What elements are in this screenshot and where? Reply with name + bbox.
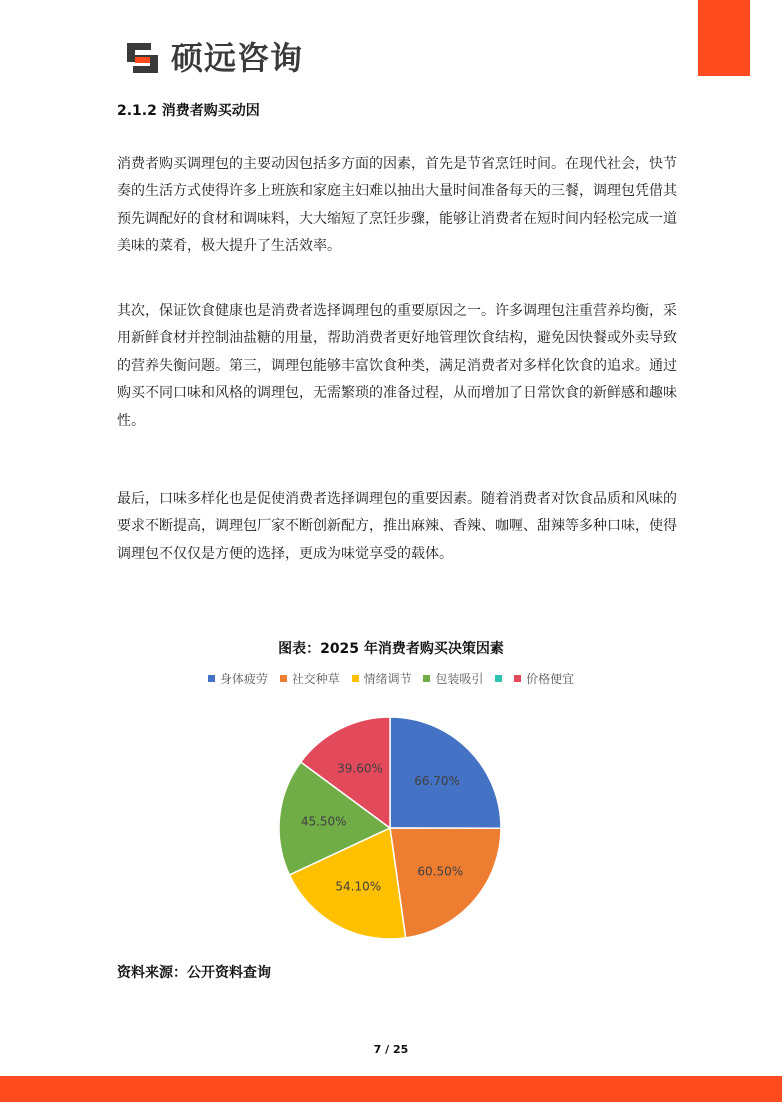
pie-data-label: 39.60%: [337, 761, 383, 776]
legend-label: 情绪调节: [363, 672, 412, 686]
legend-item: [280, 670, 340, 687]
paragraph-2: 其次，保证饮食健康也是消费者选择调理包的重要原因之一。许多调理包注重营养均衡，采用新鲜食材并控制油盐糖的用量，帮助消费者更好地管理饮食结构，避免因快餐或外卖导致的营养失衡问题。第三，调理包能够丰富饮食种类，满足消费者对多样化饮食的追求。通过购买不同口味和风格的调理包，无需繁琐的准备过程，从而增加了日常饮食的新鲜感和趣味性。: [117, 303, 677, 429]
chart-legend: [0, 670, 782, 687]
page-number: 7 / 25: [373, 1043, 409, 1056]
pie-data-label: 60.50%: [417, 864, 464, 879]
legend-label: 身体疲劳: [219, 672, 268, 686]
s-logo-icon: [125, 41, 161, 75]
paragraph-1: 消费者购买调理包的主要动因包括多方面的因素，首先是节省烹饪时间。在现代社会，快节奏的生活方式使得许多上班族和家庭主妇难以抽出大量时间准备每天的三餐，调理包凭借其预先调配好的食材和调味料，大大缩短了烹饪步骤，能够让消费者在短时间内轻松完成一道美味的菜肴，极大提升了生活效率。: [117, 156, 677, 255]
legend-label: 社交种草: [291, 672, 340, 686]
legend-item: [495, 672, 502, 686]
pie-data-label: 45.50%: [300, 814, 347, 829]
pie-data-label: 54.10%: [335, 879, 382, 894]
paragraph-3: 最后，口味多样化也是促使消费者选择调理包的重要因素。随着消费者对饮食品质和风味的要求不断提高，调理包厂家不断创新配方，推出麻辣、香辣、咖喱、甜辣等多种口味，使得调理包不仅仅是方便的选择，更成为味觉享受的载体。: [117, 491, 677, 562]
legend-label: 价格便宜: [526, 672, 575, 686]
legend-swatch: [423, 675, 430, 682]
legend-item: [352, 670, 412, 687]
legend-swatch: [208, 675, 215, 682]
brand-name: 硕远咨询: [171, 39, 304, 77]
chart-title: 图表：2025 年消费者购买决策因素: [278, 641, 504, 657]
section-heading: 2.1.2 消费者购买动因: [117, 103, 260, 119]
footer-accent-bar: [0, 1076, 782, 1102]
legend-swatch: [352, 675, 359, 682]
pie-chart: [0, 700, 782, 950]
legend-item: [514, 670, 574, 687]
pie-slice: [390, 828, 501, 938]
legend-swatch: [514, 675, 521, 682]
pie-data-label: 66.70%: [414, 774, 460, 788]
pie-slice: [390, 717, 501, 828]
legend-swatch: [495, 675, 502, 682]
legend-item: [423, 670, 483, 687]
brand-logo: [125, 38, 303, 78]
source-note: 资料来源：公开资料查询: [117, 965, 271, 981]
legend-swatch: [280, 675, 287, 682]
legend-item: [208, 670, 268, 687]
legend-label: 包装吸引: [435, 672, 484, 686]
corner-accent-block: [698, 0, 750, 76]
